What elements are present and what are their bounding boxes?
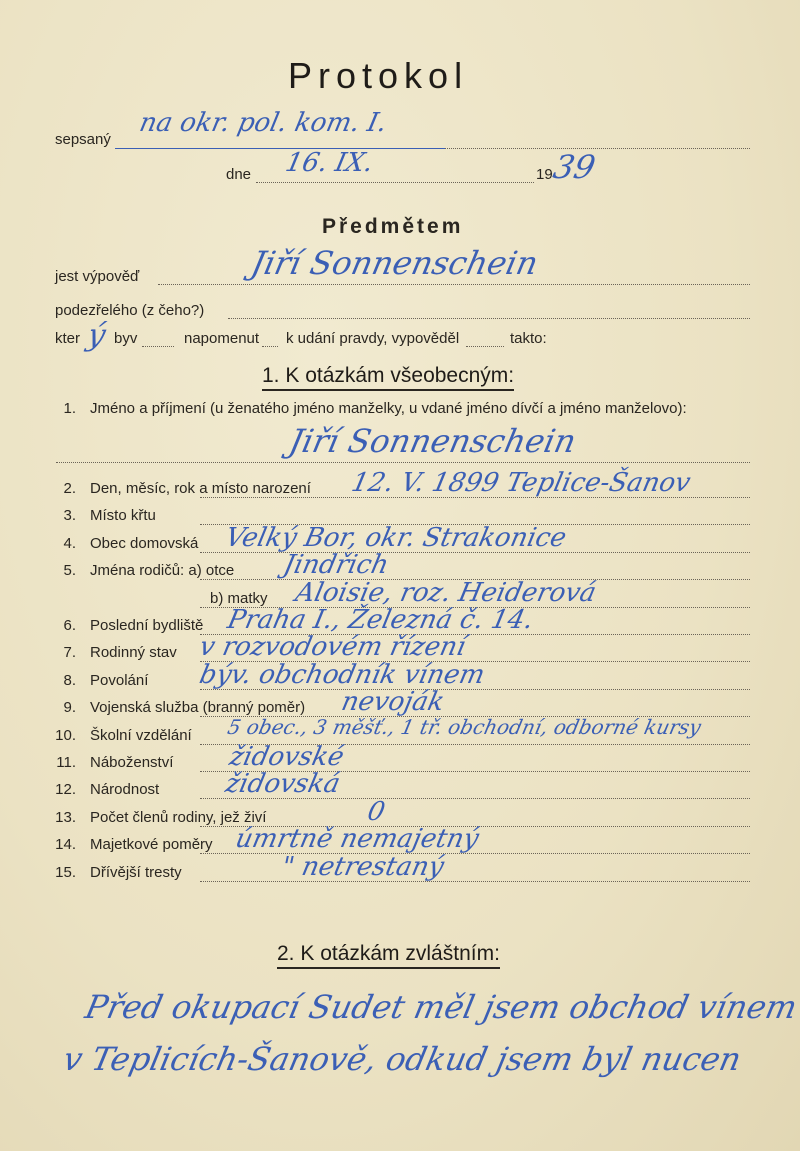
section2-heading: 2. K otázkám zvláštním:: [277, 942, 500, 969]
question-label: Jména rodičů: a) otce: [90, 562, 235, 579]
document-title: Protokol: [288, 55, 469, 96]
q1-label: Jméno a příjmení (u ženatého jméno manželky, u vdané jméno dívčí a jméno manželovo):: [90, 400, 687, 417]
section2-line-2: v Teplicích-Šanově, odkud jsem byl nucen: [59, 1040, 745, 1078]
dne-dotted-line: [256, 182, 534, 183]
question-label: Povolání: [90, 672, 149, 689]
vypoved-dotted-line: [158, 284, 750, 285]
q1-number: 1.: [63, 400, 76, 417]
subject-heading: Předmětem: [322, 215, 464, 238]
napomenut-label: napomenut: [184, 330, 260, 347]
question-label: Obec domovská: [90, 535, 199, 552]
answer-value: Velký Bor, okr. Strakonice: [222, 523, 569, 553]
answer-value: židovská: [222, 769, 343, 799]
answer-value: Praha I., Železná č. 14.: [224, 605, 537, 635]
sepsany-label: sepsaný: [55, 131, 111, 148]
takto-label: takto:: [510, 330, 547, 347]
answer-value: v rozvodovém řízení: [196, 632, 469, 662]
question-label: Dřívější tresty: [90, 864, 182, 881]
question-label: Školní vzdělání: [90, 727, 192, 744]
vypoved-label: jest výpověď: [55, 268, 140, 285]
question-number: 9.: [63, 699, 76, 716]
answer-value: Jindřich: [280, 550, 392, 580]
byv-label: byv: [114, 330, 138, 347]
question-number: 13.: [55, 809, 76, 826]
question-number: 4.: [63, 535, 76, 552]
question-number: 2.: [63, 480, 76, 497]
question-label: Národnost: [90, 781, 160, 798]
podezreleho-dotted-line: [228, 318, 750, 319]
year-value: 39: [549, 148, 599, 186]
year-prefix: 19: [536, 166, 553, 183]
question-number: 7.: [63, 644, 76, 661]
answer-value: Aloisie, roz. Heiderová: [292, 578, 599, 608]
question-number: 14.: [55, 836, 76, 853]
answer-value: nevoják: [338, 687, 447, 717]
question-number: 3.: [63, 507, 76, 524]
vypoved-value: Jiří Sonnenschein: [247, 244, 542, 282]
question-number: 8.: [63, 672, 76, 689]
question-number: 15.: [55, 864, 76, 881]
answer-value: 5 obec., 3 měšť., 1 tř. obchodní, odborné kursy: [225, 715, 704, 739]
answer-value: 12. V. 1899 Teplice-Šanov: [348, 468, 694, 498]
answer-value: úmrtně nemajetný: [232, 824, 482, 854]
question-label: Poslední bydliště: [90, 617, 204, 634]
question-number: 10.: [55, 727, 76, 744]
question-label: Místo křtu: [90, 507, 156, 524]
question-label: Den, měsíc, rok a místo narození: [90, 480, 311, 497]
question-number: 11.: [56, 754, 76, 771]
question-label: Rodinný stav: [90, 644, 177, 661]
question-label: b) matky: [210, 590, 268, 607]
section2-line-1: Před okupací Sudet měl jsem obchod vínem: [81, 988, 800, 1026]
question-label: Majetkové poměry: [90, 836, 213, 853]
question-label: Vojenská služba (branný poměr): [90, 699, 306, 716]
question-number: 6.: [63, 617, 76, 634]
udani-label: k udání pravdy, vypověděl: [286, 330, 460, 347]
kter-value: ý: [84, 318, 109, 353]
question-number: 12.: [55, 781, 76, 798]
answer-value: 0: [364, 797, 388, 827]
q1-dotted-line: [56, 462, 750, 463]
answer-value: býv. obchodník vínem: [196, 660, 488, 690]
answer-value: židovské: [226, 742, 347, 772]
question-label: Náboženství: [90, 754, 174, 771]
sepsany-value: na okr. pol. kom. I.: [136, 108, 390, 138]
podezreleho-label: podezřelého (z čeho?): [55, 302, 205, 319]
question-number: 5.: [63, 562, 76, 579]
dne-label: dne: [226, 166, 252, 183]
answer-value: " netrestaný: [278, 852, 447, 882]
q1-value: Jiří Sonnenschein: [285, 422, 580, 460]
section1-heading: 1. K otázkám všeobecným:: [262, 364, 514, 391]
question-label: Počet členů rodiny, jež živí: [90, 809, 267, 826]
dne-value: 16. IX.: [282, 148, 376, 178]
kter-label: kter: [55, 330, 81, 347]
